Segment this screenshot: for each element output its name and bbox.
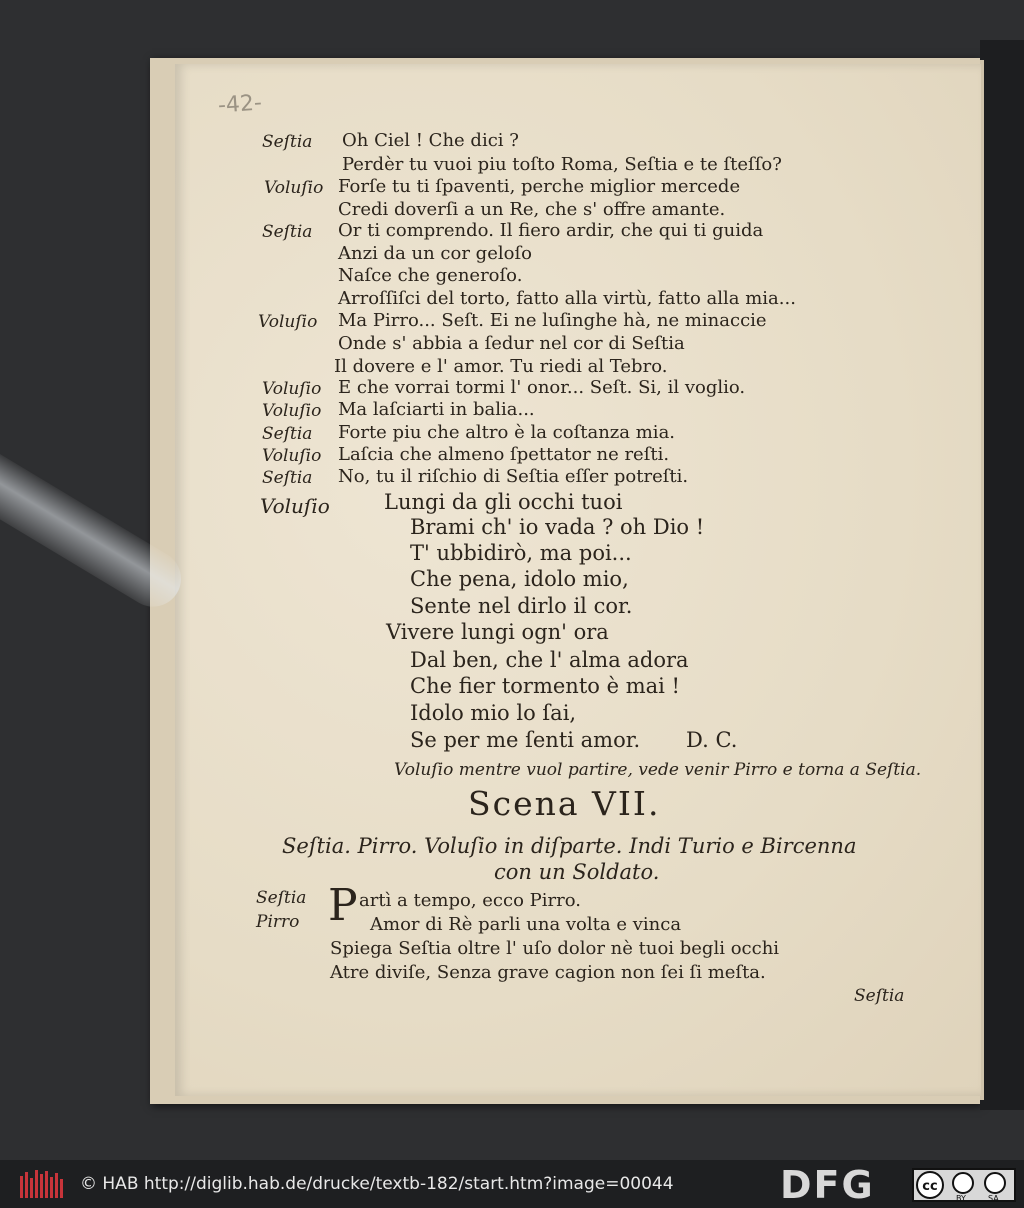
- speaker-label: Seſtia: [256, 888, 307, 908]
- copyright-link[interactable]: © HAB http://diglib.hab.de/drucke/textb-182/start.htm?image=00044: [80, 1174, 674, 1194]
- scene-title: Scena VII.: [468, 784, 661, 823]
- dialogue-line: Or ti comprendo. Il fiero ardir, che qui ti guida: [338, 220, 764, 241]
- dialogue-line: Oh Ciel ! Che dici ?: [342, 130, 519, 151]
- speaker-label: Seſtia: [262, 222, 313, 242]
- dialogue-line: Atre diviſe, Senza grave cagion non ſei ſi meſta.: [330, 962, 766, 983]
- dialogue-line: artì a tempo, ecco Pirro.: [359, 890, 581, 911]
- dialogue-line: Ma Pirro... Seſt. Ei ne luſinghe hà, ne minaccie: [338, 310, 767, 331]
- aria-line: Che pena, idolo mio,: [410, 567, 629, 591]
- da-capo-mark: D. C.: [686, 728, 738, 752]
- cc-icon: cc: [916, 1171, 944, 1199]
- share-alike-icon: [984, 1172, 1006, 1194]
- aria-speaker-label: Voluſio: [260, 494, 330, 518]
- dialogue-line: Forſe tu ti ſpaventi, perche miglior mercede: [338, 176, 741, 197]
- drop-cap: P: [328, 880, 358, 931]
- creative-commons-badge[interactable]: [912, 1168, 1016, 1202]
- speaker-label: Voluſio: [258, 312, 318, 332]
- attribution-icon: [952, 1172, 974, 1194]
- speaker-label: Seſtia: [262, 424, 313, 444]
- facing-page-edge: [980, 40, 1024, 1110]
- dialogue-line: Amor di Rè parli una volta e vinca: [370, 914, 682, 935]
- dialogue-line: Onde s' abbia a ſedur nel cor di Seſtia: [338, 333, 685, 354]
- dialogue-line: Il dovere e l' amor. Tu riedi al Tebro.: [334, 356, 668, 377]
- sa-label: SA: [988, 1194, 999, 1203]
- by-label: BY: [956, 1194, 966, 1203]
- aria-line: Sente nel dirlo il cor.: [410, 594, 633, 618]
- dialogue-line: Anzi da un cor geloſo: [338, 243, 532, 264]
- dialogue-line: No, tu il riſchio di Seſtia eſſer potreſti.: [338, 466, 689, 487]
- stage-direction: Voluſio mentre vuol partire, vede venir Pirro e torna a Seſtia.: [394, 760, 922, 780]
- aria-line: Se per me ſenti amor.: [410, 728, 641, 752]
- aria-line: Idolo mio lo ſai,: [410, 701, 577, 725]
- dialogue-line: Forte piu che altro è la coſtanza mia.: [338, 422, 676, 443]
- aria-line: Lungi da gli occhi tuoi: [384, 490, 623, 514]
- dialogue-line: Credi doverſi a un Re, che s' offre amante.: [338, 199, 726, 220]
- dialogue-line: Ma laſciarti in balia...: [338, 399, 535, 420]
- speaker-label: Pirro: [256, 912, 300, 932]
- hab-logo-icon[interactable]: [18, 1168, 66, 1200]
- dialogue-line: Spiega Seſtia oltre l' uſo dolor nè tuoi begli occhi: [330, 938, 780, 959]
- dialogue-line: Perdèr tu vuoi piu toſto Roma, Seſtia e te ſteſſo?: [342, 154, 782, 175]
- aria-line: Vivere lungi ogn' ora: [386, 620, 609, 644]
- aria-line: Che fier tormento è mai !: [410, 674, 680, 698]
- aria-line: Brami ch' io vada ? oh Dio !: [410, 515, 705, 539]
- dialogue-line: Arroſſiſci del torto, fatto alla virtù, fatto alla mia...: [338, 288, 796, 309]
- scene-persons: Seſtia. Pirro. Voluſio in diſparte. Indi Turio e Bircenna: [282, 834, 857, 858]
- scene-persons-continued: con un Soldato.: [494, 860, 660, 884]
- dialogue-line: Laſcia che almeno ſpettator ne reſti.: [338, 444, 670, 465]
- dfg-logo[interactable]: DFG: [780, 1163, 875, 1207]
- speaker-label: Seſtia: [262, 468, 313, 488]
- pencil-page-number: -42-: [217, 90, 263, 119]
- catchword: Seſtia: [854, 986, 905, 1006]
- speaker-label: Voluſio: [262, 379, 322, 399]
- footer-bar: [0, 1160, 1024, 1208]
- dialogue-line: E che vorrai tormi l' onor... Seſt. Si, il voglio.: [338, 377, 746, 398]
- speaker-label: Voluſio: [264, 178, 324, 198]
- aria-line: T' ubbidirò, ma poi...: [410, 541, 632, 565]
- speaker-label: Seſtia: [262, 132, 313, 152]
- speaker-label: Voluſio: [262, 401, 322, 421]
- dialogue-line: Naſce che generoſo.: [338, 265, 523, 286]
- speaker-label: Voluſio: [262, 446, 322, 466]
- aria-line: Dal ben, che l' alma adora: [410, 648, 689, 672]
